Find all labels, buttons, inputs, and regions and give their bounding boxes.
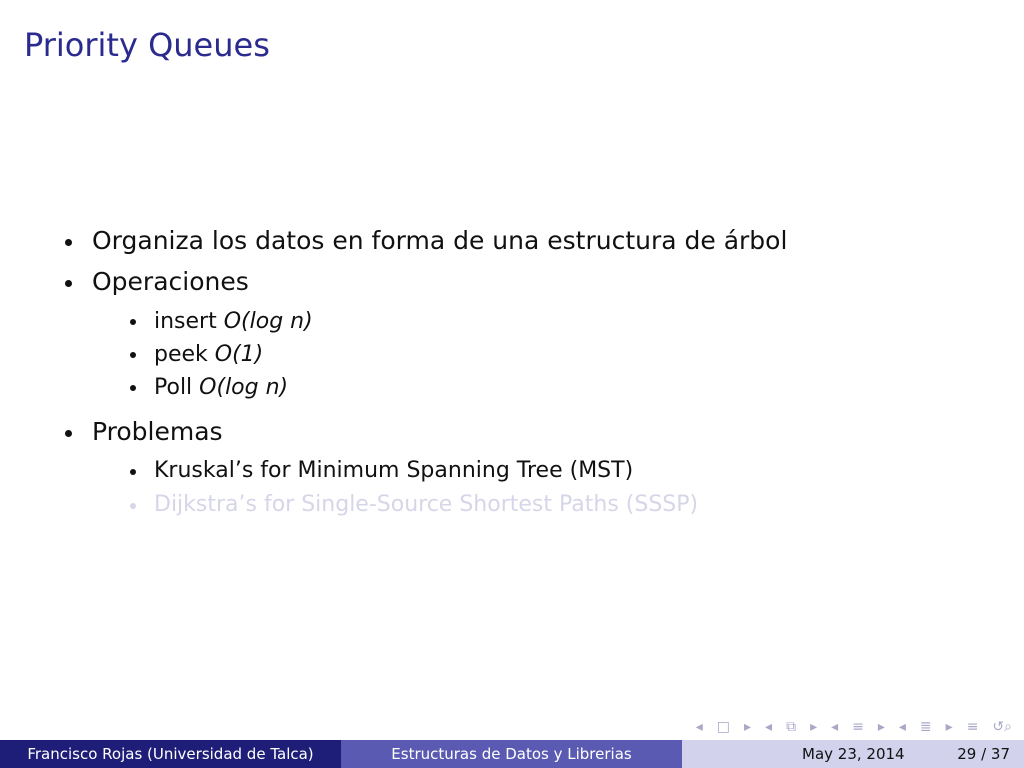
bullet-dot <box>65 280 72 287</box>
slide-footer <box>0 740 1024 768</box>
big-o-notation: O(1) <box>214 342 264 367</box>
nav-left-arrow-icon[interactable]: ◂ <box>695 719 703 735</box>
frame-icon[interactable]: □ <box>716 719 730 735</box>
nav-right-arrow-icon[interactable]: ▸ <box>810 719 818 735</box>
sub-bullet-poll <box>154 375 288 400</box>
sub-bullet-peek <box>154 342 263 367</box>
slide-title: Priority Queues <box>24 26 270 64</box>
align-icon[interactable]: ≡ <box>966 719 979 735</box>
bullet-dot <box>65 430 72 437</box>
beamer-navigation-bar <box>696 716 1012 738</box>
sub-bullet-insert <box>154 309 313 334</box>
nav-right-arrow-icon[interactable]: ▸ <box>744 719 752 735</box>
nav-left-arrow-icon[interactable]: ◂ <box>898 719 906 735</box>
nav-left-arrow-icon[interactable]: ◂ <box>831 719 839 735</box>
nav-right-arrow-icon[interactable]: ▸ <box>877 719 885 735</box>
sub-bullet-kruskal: Kruskal’s for Minimum Spanning Tree (MST) <box>154 458 634 483</box>
footer-meta <box>682 740 1024 768</box>
search-icon[interactable]: ↺⌕ <box>992 719 1012 735</box>
sub-bullet-label: insert <box>154 309 224 334</box>
bullet-dot <box>130 352 136 358</box>
bullet-dot <box>130 503 136 509</box>
bullet-organiza: Organiza los datos en forma de una estructura de árbol <box>92 226 788 255</box>
big-o-notation: O(log n) <box>223 309 313 334</box>
nav-left-arrow-icon[interactable]: ◂ <box>765 719 773 735</box>
footer-page-number: 29 / 37 <box>957 745 1010 763</box>
footer-date: May 23, 2014 <box>802 745 905 763</box>
big-o-notation: O(log n) <box>199 375 289 400</box>
footer-topic: Estructuras de Datos y Librerias <box>341 740 682 768</box>
bullet-problemas: Problemas <box>92 417 223 446</box>
bullet-operaciones: Operaciones <box>92 267 249 296</box>
sub-bullet-label: Poll <box>154 375 200 400</box>
bullet-dot <box>130 469 136 475</box>
bullet-dot <box>65 239 72 246</box>
sub-bullet-dijkstra: Dijkstra’s for Single-Source Shortest Paths (SSSP) <box>154 492 699 517</box>
sub-bullet-label: peek <box>154 342 215 367</box>
section-icon[interactable]: ≡ <box>852 719 864 735</box>
subsection-icon[interactable]: ⧉ <box>786 719 797 735</box>
footer-author: Francisco Rojas (Universidad de Talca) <box>0 740 341 768</box>
nav-right-arrow-icon[interactable]: ▸ <box>945 719 953 735</box>
presentation-icon[interactable]: ≣ <box>919 719 932 735</box>
bullet-dot <box>130 319 136 325</box>
bullet-dot <box>130 385 136 391</box>
